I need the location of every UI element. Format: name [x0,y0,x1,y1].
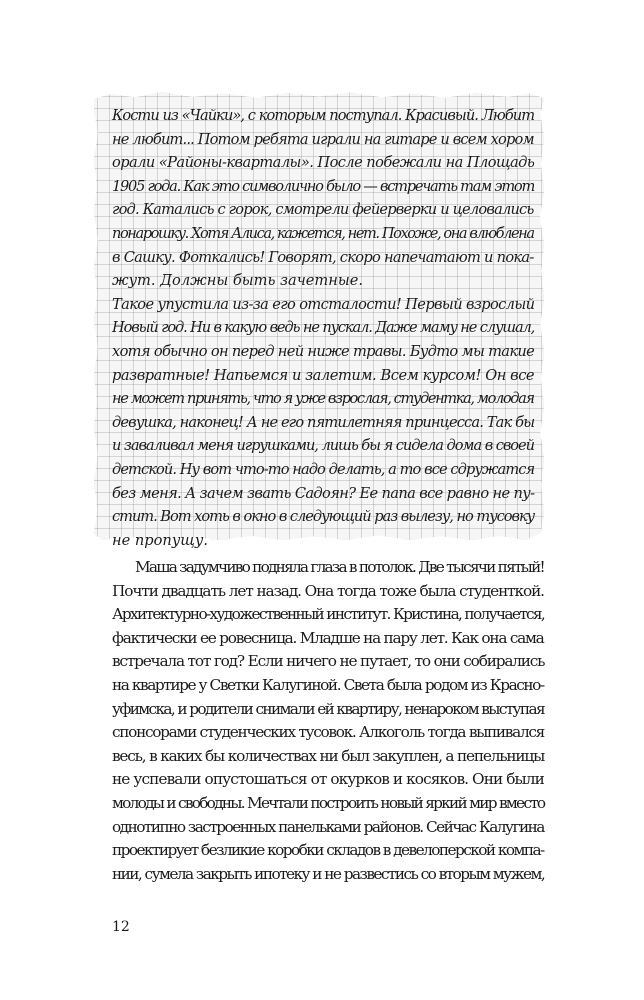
diary-line: год. Катались с горок, смотрели фейерверки и целовались [112,201,534,219]
diary-line: 1905 года. Как это символично было — встречать там этот [112,177,535,195]
body-line: нии, сумела закрыть ипотеку и не развестись со вторым мужем, [112,864,545,883]
body-line: встречала тот год? Если ничего не путает, то они собирались [112,652,545,671]
diary-line: Такое упустила из-за его отсталости! Первый взрослый [112,295,535,313]
body-line: молоды и свободны. Мечтали построить новый яркий мир вместо [112,793,545,812]
diary-line: хотя обычно он перед ней ниже травы. Будто мы такие [112,342,535,360]
body-line: не успевали опустошаться от окурков и косяков. Они были [112,770,544,789]
diary-entry-text [112,104,534,552]
body-line: весь, в каких бы количествах ни был закуплен, а пепельницы [112,746,545,765]
body-line: Архитектурно-художественный институт. Кристина, получается, [112,605,545,624]
diary-line: Новый год. Ни в какую ведь не пускал. Даже маму не слушал, [112,319,535,337]
diary-line: без меня. А зачем звать Садоян? Ее папа все равно не пу- [112,484,535,502]
diary-line: стит. Вот хоть в окно в следующий раз вылезу, но тусовку [112,508,535,526]
diary-line: девушка, наконец! А не его пятилетняя принцесса. Так бы [112,413,535,431]
body-line: уфимска, и родители снимали ей квартиру, ненароком выступая [112,699,545,718]
diary-line: понарошку. Хотя Алиса, кажется, нет. Похоже, она влюблена [112,224,534,242]
body-line: проектирует безликие коробки складов в девелоперской компа- [112,841,544,860]
diary-line: Кости из «Чайки», с которым поступал. Красивый. Любит [112,107,535,124]
diary-line: орали «Районы-кварталы». После побежали на Площадь [112,154,535,172]
body-paragraph [112,556,544,886]
diary-line: не пропущу. [112,531,208,549]
body-line: спонсорами студенческих тусовок. Алкоголь тогда выпивался [112,723,544,742]
diary-line: не может принять, что я уже взрослая, студентка, молодая [112,390,534,408]
diary-line: жут. Должны быть зачетные. [112,272,364,290]
body-line: на квартире у Светки Калугиной. Света была родом из Красно- [112,675,544,694]
diary-line: детской. Ну вот что-то надо делать, а то все сдружатся [112,460,535,478]
body-line: однотипно застроенных панельками районов. Сейчас Калугина [112,817,544,836]
body-line: Почти двадцать лет назад. Она тогда тоже была студенткой. [112,581,544,600]
body-line: фактически ее ровесница. Младше на пару лет. Как она сама [112,628,544,647]
page-number: 12 [112,919,130,935]
diary-line: не любит... Потом ребята играли на гитаре и всем хором [112,130,534,148]
diary-line: и заваливал меня игрушками, лишь бы я сидела дома в своей [112,437,534,455]
diary-line: развратные! Напьемся и залетим. Всем курсом! Он все [112,366,535,384]
diary-line: в Сашку. Фоткались! Говорят, скоро напечатают и пока- [112,248,534,266]
body-line: Маша задумчиво подняла глаза в потолок. Две тысячи пятый! [135,558,544,576]
